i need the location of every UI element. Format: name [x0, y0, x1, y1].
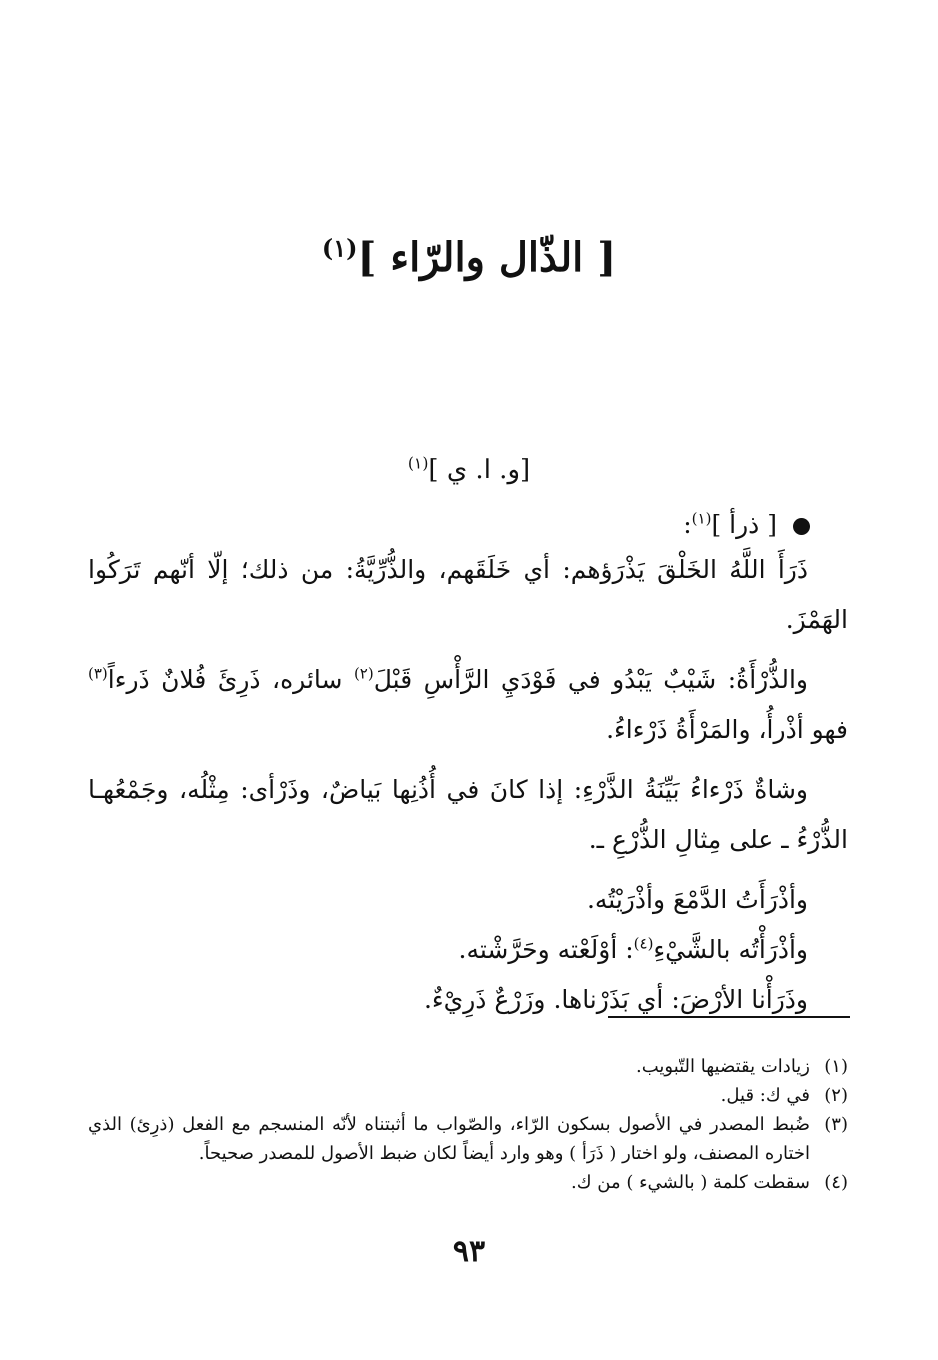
- paragraph-1: ذَرَأَ اللَّهُ الخَلْقَ يَذْرَؤهم: أي خَلَقَهم، والذُّرِّيَّةُ: من ذلك؛ إلّا أنّهم تَرَكُوا الهَمْزَ.: [88, 555, 848, 634]
- root-heading-footnote-ref: (١): [407, 454, 429, 473]
- entry-heading-colon: :: [683, 510, 692, 539]
- entry-heading-footnote-ref: (١): [691, 509, 712, 528]
- paragraph-2-part-b: سائره، ذَرِئَ فُلانٌ ذَرءاً: [107, 665, 354, 694]
- footnote-number: (٤): [824, 1172, 848, 1193]
- footnote-number: (٢): [824, 1085, 848, 1106]
- footnotes: [88, 1052, 848, 1197]
- footnote-text: زيادات يقتضيها التّبويب.: [635, 1056, 810, 1077]
- footnote-text: في ك: قيل.: [720, 1085, 810, 1106]
- paragraph-5: [88, 925, 848, 975]
- paragraph-5-part-a: وأذْرَأْتُه بالشَّيْءِ: [653, 935, 808, 964]
- root-heading: [0, 450, 938, 490]
- footnote-item: [88, 1168, 848, 1197]
- paragraph-5-part-b: : أوْلَعْته وحَرَّشْته.: [458, 935, 634, 964]
- paragraph-2-part-c: فهو أذْرأُ، والمَرْأَةُ ذَرْءاءُ.: [606, 715, 848, 744]
- paragraph-2: [88, 655, 848, 755]
- paragraph-2-part-a: والذُّرْأَةُ: شَيْبٌ يَبْدُو في فَوْدَيِ الرَّأْسِ قَبْلَ: [373, 665, 808, 694]
- footnote-item: [88, 1081, 848, 1110]
- page-number: ٩٣: [452, 1234, 486, 1269]
- chapter-title: [0, 228, 938, 288]
- root-heading-text: [و. ا. ي ]: [428, 455, 531, 485]
- bullet-icon: [793, 518, 810, 535]
- footnote-number: (٣): [824, 1114, 848, 1135]
- footnote-item: [88, 1110, 848, 1168]
- footnote-ref-3: (٣): [88, 664, 108, 683]
- footnote-ref-4: (٤): [633, 934, 654, 953]
- entry-heading-text: [ ذرأ ]: [711, 510, 777, 539]
- chapter-title-text: [ الذّال والرّاء ]: [357, 234, 617, 281]
- entry-body: [88, 545, 848, 1025]
- footnote-text: ضُبط المصدر في الأصول بسكون الرّاء، والصّواب ما أثبتناه لأنّه المنسجم مع الفعل (ذرِئ) الذي اختاره المصنف، ولو اختار ( ذَرَأ ) وهو وارد أيضاً لكان ضبط الأصول للمصدر صحيحاً.: [88, 1114, 810, 1164]
- chapter-title-footnote-ref: (١): [321, 233, 358, 263]
- footnote-text: سقطت كلمة ( بالشيء ) من ك.: [571, 1172, 810, 1193]
- paragraph-3: وشاةٌ ذَرْءاءُ بَيِّنَةُ الذَّرْءِ: إذا كانَ في أُذُنِها بَياضٌ، وذَرْأى: مِثْلُه، وجَمْعُهـا الذُّرْءُ ـ على مِثالِ الذُّرْعِ ـ.: [88, 775, 848, 854]
- paragraph-6: وذَرَأْنا الأرْضَ: أي بَذَرْناها. وزَرْعٌ ذَرِيْءٌ.: [423, 985, 808, 1014]
- footnote-item: [88, 1052, 848, 1081]
- footnote-number: (١): [824, 1056, 848, 1077]
- footnote-divider: [608, 1016, 850, 1018]
- entry-heading: [683, 505, 810, 545]
- footnote-ref-2: (٢): [353, 664, 374, 683]
- paragraph-4: وأذْرَأَتُ الدَّمْعَ وأذْرَيْتُه.: [586, 885, 808, 914]
